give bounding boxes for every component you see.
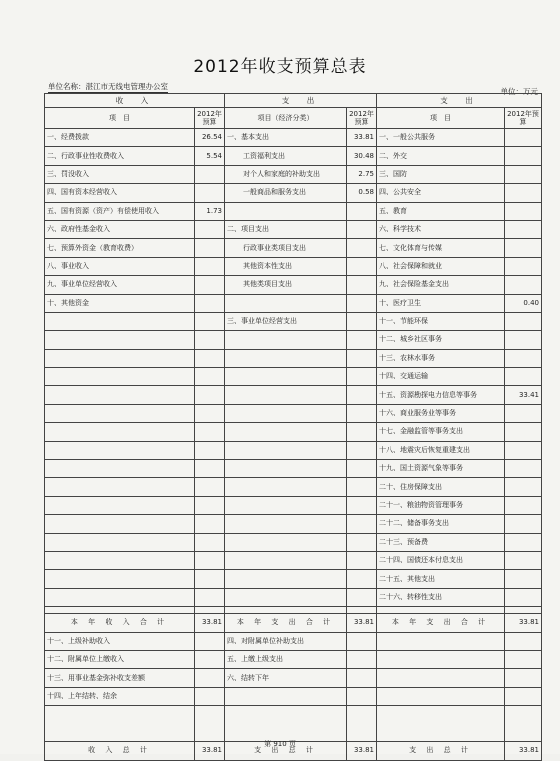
income-item-label: 七、预算外资金（教育收费） [45,239,195,257]
table-row [45,276,542,294]
table-row [45,423,542,441]
func-item-label [377,669,505,687]
func-item-label: 十三、农林水事务 [377,349,505,367]
func-item-value: 0.40 [505,294,542,312]
func-item-value [505,478,542,496]
func-item-value [505,368,542,386]
expense-grand-total-value: 33.81 [347,742,377,760]
expense-grand-total-label: 支 出 总 计 [225,742,347,760]
income-item-label: 五、国有资源（资产）有偿使用收入 [45,202,195,220]
func-item-label: 十二、城乡社区事务 [377,331,505,349]
table-row [45,460,542,478]
header-row-2 [45,108,542,129]
col-econ-header: 项目（经济分类） [225,108,347,129]
income-item-label [45,551,195,569]
econ-item-value [347,496,377,514]
income-item-value [195,570,225,588]
income-item-label [45,386,195,404]
econ-item-value [347,588,377,606]
income-item-label [45,515,195,533]
func-item-value [505,588,542,606]
table-row [45,239,542,257]
income-year-total-label: 本 年 收 入 合 计 [45,614,195,632]
income-item-label: 四、国有资本经营收入 [45,184,195,202]
income-item-value [195,386,225,404]
income-item-label [45,478,195,496]
income-item-label [45,349,195,367]
econ-item-label [225,460,347,478]
income-item-value [195,276,225,294]
table-row [45,496,542,514]
func-item-label: 十一、节能环保 [377,312,505,330]
func-item-value [505,570,542,588]
econ-item-value: 33.81 [347,129,377,147]
income-item-label: 十、其他资金 [45,294,195,312]
econ-item-label [225,478,347,496]
income-item-value [195,257,225,275]
func-item-label: 二、外交 [377,147,505,165]
func-item-value [505,551,542,569]
income-item-value [195,294,225,312]
func-item-value [505,165,542,183]
spacer-cell [225,607,347,614]
econ-item-label [225,588,347,606]
income-item-label: 十二、附属单位上缴收入 [45,650,195,668]
income-item-label: 八、事业收入 [45,257,195,275]
expense-header: 支 出 [377,94,542,108]
income-item-label [45,368,195,386]
econ-item-label [225,294,347,312]
table-row [45,669,542,687]
econ-item-value [347,404,377,422]
income-item-label [45,423,195,441]
income-item-value [195,349,225,367]
table-row [45,147,542,165]
func-item-value [505,184,542,202]
income-header: 收 入 [45,94,225,108]
func-item-value [505,441,542,459]
econ-item-value: 0.58 [347,184,377,202]
income-item-label: 十一、上级补助收入 [45,632,195,650]
income-item-value [195,165,225,183]
func-item-label: 二十五、其他支出 [377,570,505,588]
econ-item-label [225,533,347,551]
econ-item-label [225,423,347,441]
econ-item-value [347,386,377,404]
table-row [45,588,542,606]
income-item-value [195,368,225,386]
income-item-value [195,404,225,422]
func-item-label: 六、科学技术 [377,220,505,238]
func-item-label: 八、社会保障和就业 [377,257,505,275]
income-item-value [195,460,225,478]
econ-item-value [347,460,377,478]
spacer-cell [45,607,195,614]
econ-item-label [225,386,347,404]
func-item-value: 33.41 [505,386,542,404]
table-row [45,368,542,386]
func-item-label: 十五、资源勘探电力信息等事务 [377,386,505,404]
econ-item-value: 2.75 [347,165,377,183]
expense-year-total-label: 本 年 支 出 合 计 [225,614,347,632]
table-row [45,404,542,422]
econ-item-value [347,312,377,330]
econ-item-label: 其他资本性支出 [225,257,347,275]
income-item-label [45,570,195,588]
income-item-value [195,687,225,705]
income-item-value: 26.54 [195,129,225,147]
func-item-label: 十九、国土资源气象等事务 [377,460,505,478]
func-item-value [505,650,542,668]
func-item-label: 十六、商业服务业等事务 [377,404,505,422]
econ-item-label [225,404,347,422]
econ-item-value [347,257,377,275]
blank-cell [377,706,505,742]
func-item-label: 四、公共安全 [377,184,505,202]
func-item-value [505,632,542,650]
func-item-value [505,496,542,514]
func-item-label [377,632,505,650]
spacer-row [45,607,542,614]
func-item-label: 二十六、转移性支出 [377,588,505,606]
table-row [45,312,542,330]
func-item-value [505,669,542,687]
func-item-value [505,147,542,165]
income-item-value [195,588,225,606]
func-item-value [505,460,542,478]
income-item-label [45,496,195,514]
econ-item-label: 二、项目支出 [225,220,347,238]
income-year-total-value: 33.81 [195,614,225,632]
func-item-label: 九、社会保险基金支出 [377,276,505,294]
func-item-value [505,239,542,257]
income-item-label [45,588,195,606]
econ-item-value [347,220,377,238]
income-item-label: 六、政府性基金收入 [45,220,195,238]
econ-item-label [225,368,347,386]
income-item-label: 三、罚没收入 [45,165,195,183]
expense-item-value [347,687,377,705]
blank-row [45,706,542,742]
table-row [45,386,542,404]
income-item-label: 十四、上年结转、结余 [45,687,195,705]
blank-cell [45,706,195,742]
income-item-label [45,331,195,349]
col-year-header: 2012年预算 [347,108,377,129]
table-row [45,687,542,705]
func-grand-total-value: 33.81 [505,742,542,760]
econ-item-value [347,349,377,367]
func-item-label: 二十、住房保障支出 [377,478,505,496]
income-item-label: 一、经费拨款 [45,129,195,147]
func-grand-total-label: 支 出 总 计 [377,742,505,760]
unit-label: 单位：万元 [500,87,538,96]
income-item-value [195,551,225,569]
econ-item-value [347,202,377,220]
income-item-value [195,184,225,202]
econ-item-label [225,515,347,533]
econ-item-value [347,239,377,257]
table-row [45,294,542,312]
econ-item-label: 一般商品和服务支出 [225,184,347,202]
table-row [45,165,542,183]
expense-item-value [347,650,377,668]
income-item-label [45,404,195,422]
expense-item-label: 四、对附属单位补助支出 [225,632,347,650]
table-row [45,129,542,147]
blank-cell [347,706,377,742]
func-item-value [505,202,542,220]
func-item-label: 二十一、粮油物资管理事务 [377,496,505,514]
func-item-label: 三、国防 [377,165,505,183]
econ-item-label [225,570,347,588]
table-row [45,349,542,367]
table-row [45,202,542,220]
income-item-value [195,669,225,687]
blank-cell [225,706,347,742]
func-item-label: 一、一般公共服务 [377,129,505,147]
income-grand-total-value: 33.81 [195,742,225,760]
budget-table [44,93,542,761]
table-row [45,184,542,202]
econ-item-value [347,331,377,349]
func-item-value [505,533,542,551]
income-item-value [195,496,225,514]
econ-item-value [347,294,377,312]
table-row [45,533,542,551]
expense-item-value [347,632,377,650]
income-item-value [195,331,225,349]
income-grand-total-label: 收 入 总 计 [45,742,195,760]
func-item-value [505,349,542,367]
income-item-value [195,441,225,459]
econ-item-label: 工资福利支出 [225,147,347,165]
spacer-cell [195,607,225,614]
func-item-label: 十八、地震灾后恢复重建支出 [377,441,505,459]
page-title: 2012年收支预算总表 [193,57,367,77]
income-item-label [45,460,195,478]
expense-item-label: 五、上缴上级支出 [225,650,347,668]
income-item-label: 十三、用事业基金弥补收支差额 [45,669,195,687]
expense-item-value [347,669,377,687]
func-item-value [505,687,542,705]
econ-item-label [225,331,347,349]
func-item-value [505,312,542,330]
income-item-value [195,312,225,330]
income-item-label [45,533,195,551]
page-number: 第 910 页 [264,740,296,748]
blank-cell [505,706,542,742]
col-year-header: 2012年预算 [195,108,225,129]
table-row [45,478,542,496]
table-row [45,650,542,668]
table-row [45,220,542,238]
func-item-label [377,687,505,705]
income-item-value: 5.54 [195,147,225,165]
econ-item-value [347,533,377,551]
table-row [45,632,542,650]
econ-item-label [225,551,347,569]
func-year-total-label: 本 年 支 出 合 计 [377,614,505,632]
table-row [45,551,542,569]
func-item-value [505,220,542,238]
econ-item-label: 一、基本支出 [225,129,347,147]
func-item-value [505,404,542,422]
table-row [45,441,542,459]
econ-item-label [225,496,347,514]
expense-item-label: 六、结转下年 [225,669,347,687]
income-item-value [195,423,225,441]
econ-item-label: 行政事业类项目支出 [225,239,347,257]
econ-item-label: 对个人和家庭的补助支出 [225,165,347,183]
budget-table-body [45,94,542,761]
econ-item-value [347,515,377,533]
func-item-label: 十四、交通运输 [377,368,505,386]
col-item-header: 项 目 [45,108,195,129]
econ-item-label [225,349,347,367]
func-item-label: 十七、金融监管等事务支出 [377,423,505,441]
func-item-label: 七、文化体育与传媒 [377,239,505,257]
econ-item-label: 其他类项目支出 [225,276,347,294]
unit-name: 单位名称：湛江市无线电管理办公室 [48,82,168,91]
spacer-cell [377,607,505,614]
econ-item-value [347,570,377,588]
econ-item-label [225,202,347,220]
table-row [45,570,542,588]
income-item-label [45,441,195,459]
year-total-row [45,614,542,632]
income-item-value [195,220,225,238]
expense-header: 支 出 [225,94,377,108]
col-item-header: 项 目 [377,108,505,129]
func-item-label: 二十三、预备费 [377,533,505,551]
income-item-value [195,515,225,533]
func-item-value [505,129,542,147]
econ-item-value [347,423,377,441]
econ-item-label [225,441,347,459]
econ-item-value: 30.48 [347,147,377,165]
income-item-label: 二、行政事业性收费收入 [45,147,195,165]
econ-item-value [347,551,377,569]
econ-item-value [347,368,377,386]
spacer-cell [505,607,542,614]
income-item-value: 1.73 [195,202,225,220]
econ-item-value [347,441,377,459]
econ-item-value [347,276,377,294]
func-item-label [377,650,505,668]
income-item-value [195,650,225,668]
table-row [45,257,542,275]
func-year-total-value: 33.81 [505,614,542,632]
expense-item-label [225,687,347,705]
blank-cell [195,706,225,742]
table-row [45,515,542,533]
func-item-value [505,331,542,349]
econ-item-label: 三、事业单位经营支出 [225,312,347,330]
func-item-label: 十、医疗卫生 [377,294,505,312]
spacer-cell [347,607,377,614]
income-item-value [195,533,225,551]
income-item-value [195,239,225,257]
func-item-value [505,515,542,533]
econ-item-value [347,478,377,496]
income-item-label [45,312,195,330]
func-item-value [505,257,542,275]
func-item-label: 二十四、国债还本付息支出 [377,551,505,569]
header-row-1 [45,94,542,108]
income-item-label: 九、事业单位经营收入 [45,276,195,294]
func-item-label: 五、教育 [377,202,505,220]
expense-year-total-value: 33.81 [347,614,377,632]
income-item-value [195,478,225,496]
income-item-value [195,632,225,650]
func-item-value [505,276,542,294]
func-item-value [505,423,542,441]
col-year-header: 2012年预算 [505,108,542,129]
func-item-label: 二十二、储备事务支出 [377,515,505,533]
table-row [45,331,542,349]
